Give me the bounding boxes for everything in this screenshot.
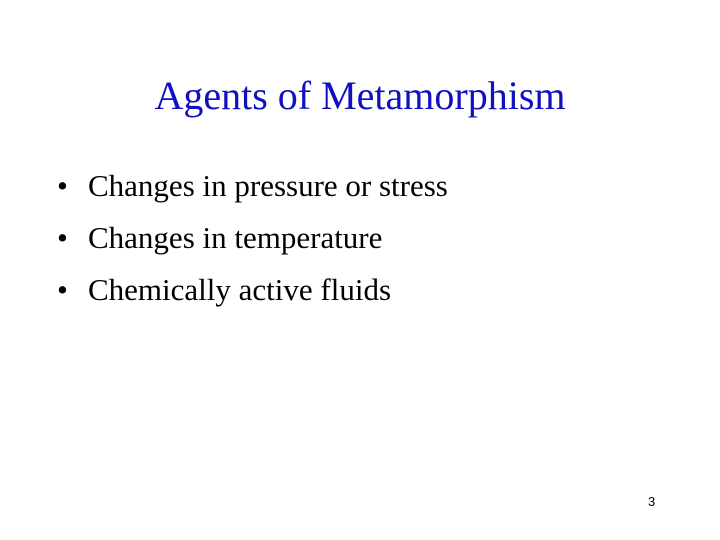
page-number: 3 — [648, 494, 656, 509]
bullet-item — [57, 160, 677, 212]
bullet-text: Chemically active fluids — [88, 272, 392, 307]
bullet-text: Changes in temperature — [88, 220, 383, 255]
bullet-text: Changes in pressure or stress — [88, 168, 448, 203]
bullet-mark: • — [57, 272, 68, 307]
slide-title: Agents of Metamorphism — [154, 73, 566, 118]
bullet-list — [57, 160, 677, 316]
bullet-mark: • — [57, 168, 68, 203]
bullet-item — [57, 212, 677, 264]
bullet-item — [57, 264, 677, 316]
bullet-mark: • — [57, 220, 68, 255]
